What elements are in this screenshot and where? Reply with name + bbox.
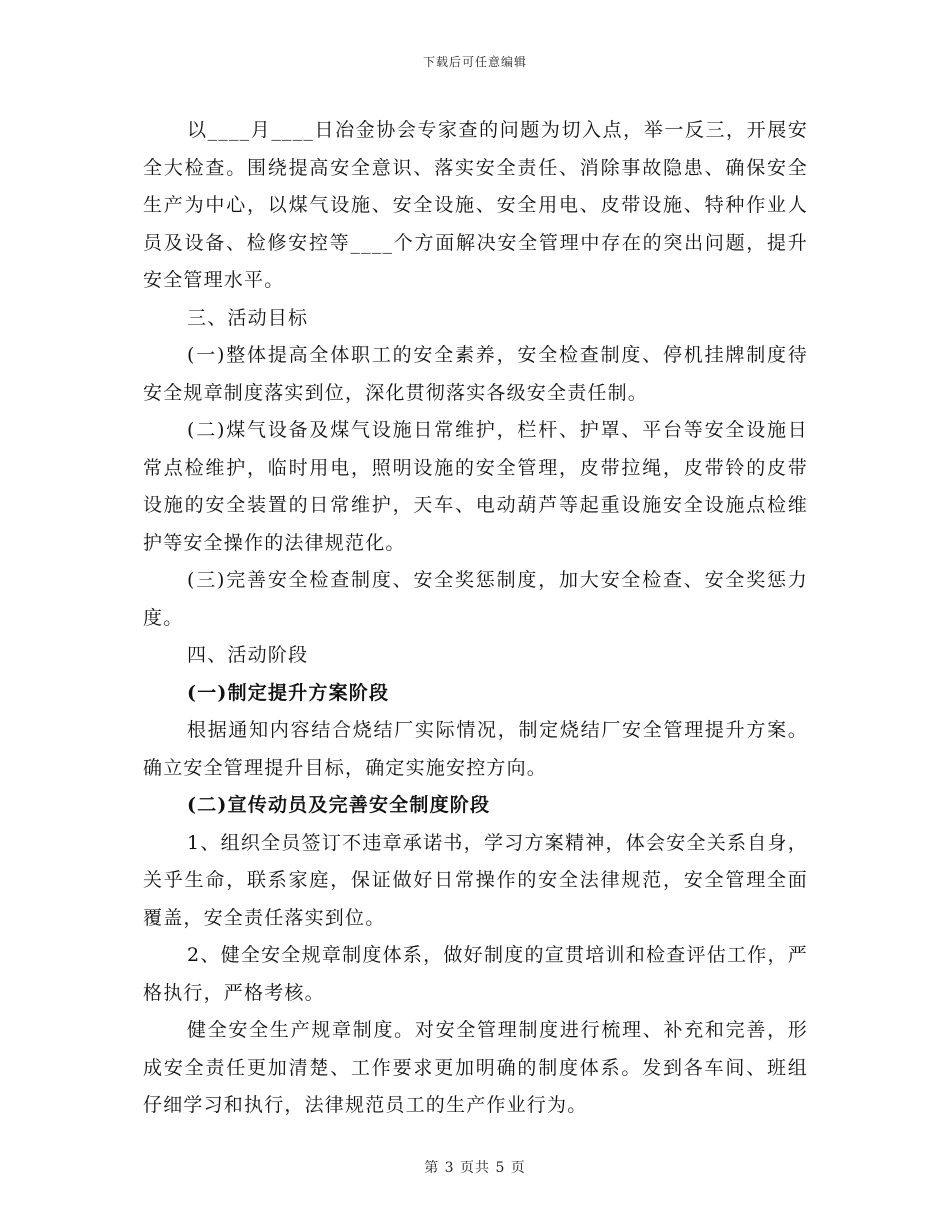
paragraph-stage-1: 根据通知内容结合烧结厂实际情况，制定烧结厂安全管理提升方案。确立安全管理提升目标，确定实施安控方向。 — [143, 719, 808, 779]
page-header: 下载后可任意编辑 — [422, 55, 527, 69]
section-heading-goals: 三、活动目标 — [187, 306, 309, 329]
paragraph-goal-1: (一)整体提高全体职工的安全素养，安全检查制度、停机挂牌制度待安全规章制度落实到位，深化贯彻落实各级安全责任制。 — [143, 344, 808, 404]
subheading-stage-1: (一)制定提升方案阶段 — [187, 681, 390, 704]
page-footer: 第 3 页共 5 页 — [424, 1160, 526, 1176]
section-heading-stages: 四、活动阶段 — [187, 644, 309, 666]
paragraph-intro: 以____月____日冶金协会专家查的问题为切入点，举一反三，开展安全大检查。围绕提高安全意识、落实安全责任、消除事故隐患、确保安全生产为中心，以煤气设施、安全设施、安全用电、皮带设施、特种作业人员及设备、检修安控等____个方面解决安全管理中存在的突出问题，提升安全管理水平。 — [143, 119, 808, 291]
subheading-stage-2: (二)宣传动员及完善安全制度阶段 — [187, 794, 491, 816]
paragraph-stage-2-item-2: 2、健全安全规章制度体系，做好制度的宣贯培训和检查评估工作，严格执行，严格考核。 — [143, 944, 808, 1004]
document-body — [143, 112, 808, 1125]
paragraph-stage-2-item-1: 1、组织全员签订不违章承诺书，学习方案精神，体会安全关系自身，关乎生命，联系家庭，保证做好日常操作的安全法律规范，安全管理全面覆盖，安全责任落实到位。 — [143, 831, 808, 929]
paragraph-stage-2-rules: 健全安全生产规章制度。对安全管理制度进行梳理、补充和完善，形成安全责任更加清楚、工作要求更加明确的制度体系。发到各车间、班组仔细学习和执行，法律规范员工的生产作业行为。 — [143, 1019, 808, 1116]
paragraph-goal-2: (二)煤气设备及煤气设施日常维护，栏杆、护罩、平台等安全设施日常点检维护，临时用电，照明设施的安全管理，皮带拉绳，皮带铃的皮带设施的安全装置的日常维护，天车、电动葫芦等起重设施安全设施点检维护等安全操作的法律规范化。 — [143, 419, 808, 554]
paragraph-goal-3: (三)完善安全检查制度、安全奖惩制度，加大安全检查、安全奖惩力度。 — [143, 569, 808, 629]
